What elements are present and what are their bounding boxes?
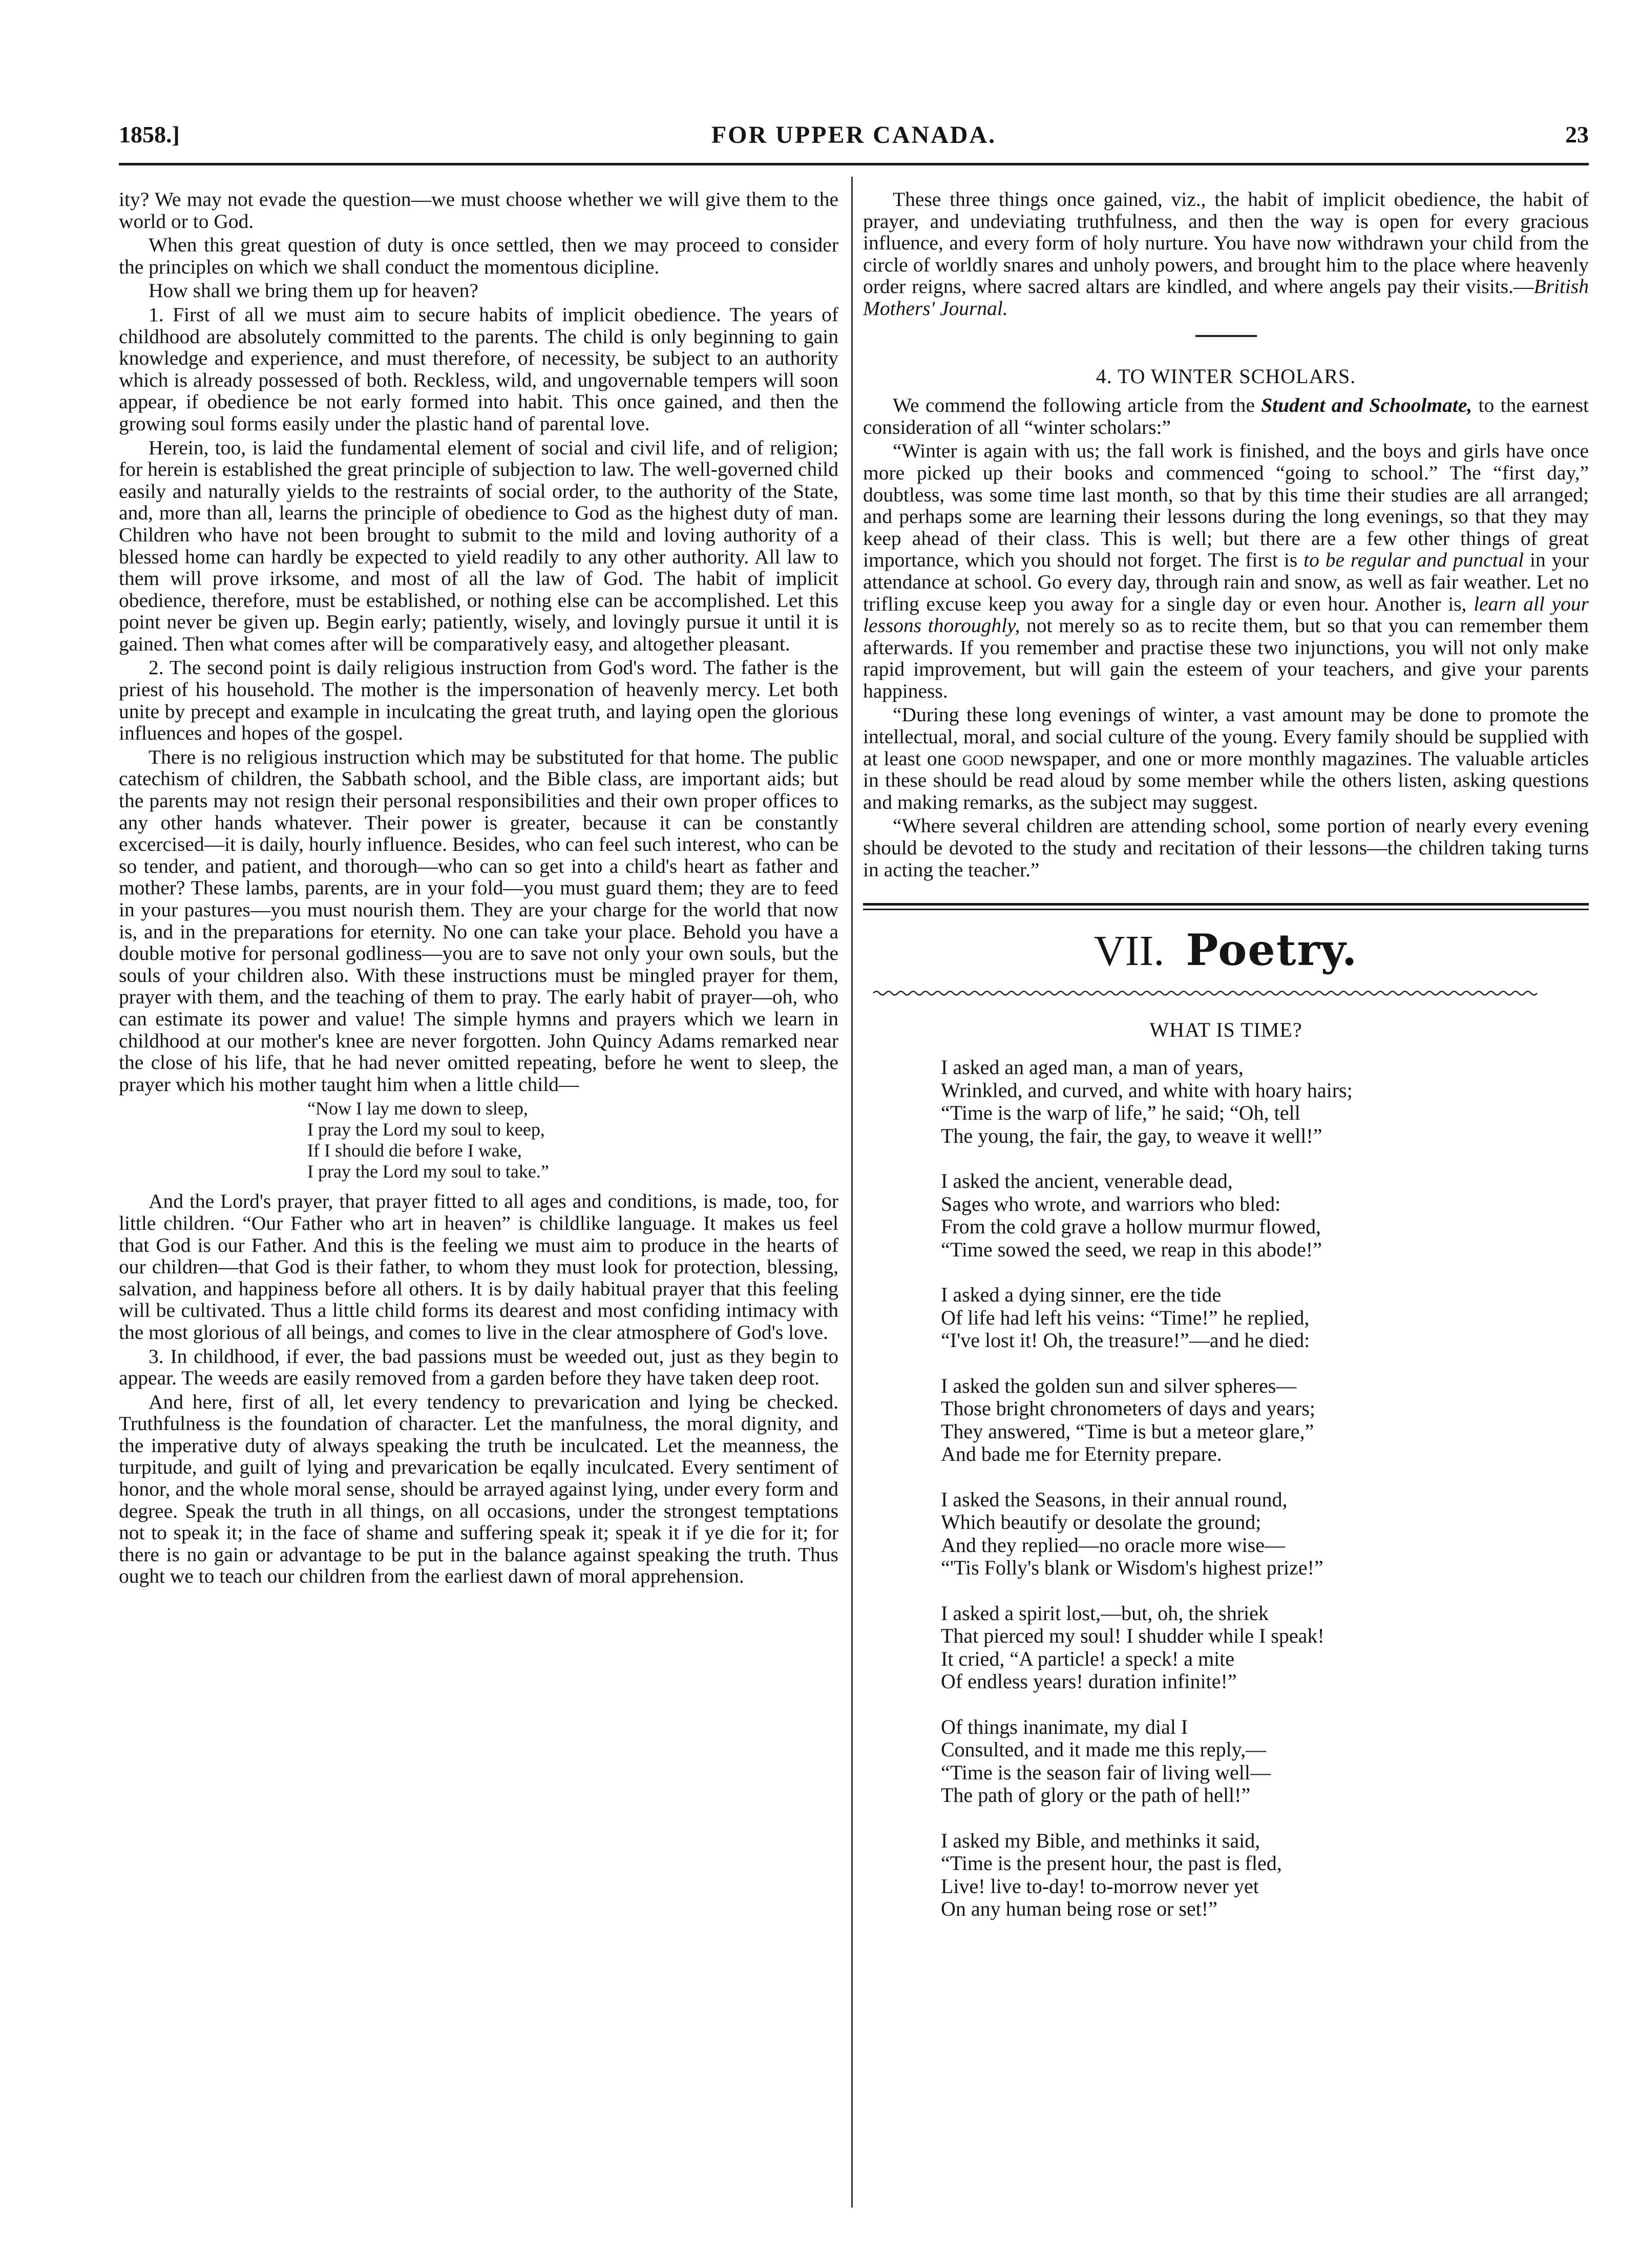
text-run: We commend the following article from the xyxy=(893,394,1261,417)
text-run: “Winter is again with us; the fall work is finished, and the boys and girls have once more picked up their books and commenced “going to school.” The “first day,” doubtless, was some time last month, so that by this time their studies are all arranged; and perhaps some are learning their lessons during the long evenings, so that they may keep ahead of their class. This is well; but there are a few other things of great importance, which you should not forget. The first is xyxy=(863,439,1589,572)
poem-stanza xyxy=(941,1716,1589,1807)
text-run: in your attendance at school. Go every day, through rain and snow, as well as fair weather. Let no trifling excuse keep you away for a single day or even hour. Another is, xyxy=(863,549,1589,615)
poem-line: “I've lost it! Oh, the treasure!”—and he died: xyxy=(941,1329,1310,1352)
poem-line: I asked the Seasons, in their annual round, xyxy=(941,1487,1288,1511)
poem-stanza xyxy=(941,1056,1589,1147)
left-column xyxy=(119,188,838,1589)
poem-line: Of endless years! duration infinite!” xyxy=(941,1670,1237,1693)
poem-line: From the cold grave a hollow murmur flowed, xyxy=(941,1215,1321,1238)
poem-line: Wrinkled, and curved, and white with hoary hairs; xyxy=(941,1078,1353,1102)
header-year: 1858.] xyxy=(119,121,180,148)
text-run: “During these long evenings of winter, a vast amount may be done to promote the intellectual, moral, and social culture of the young. Every family should be supplied with at least one xyxy=(863,703,1589,770)
paragraph: “Where several children are attending school, some portion of nearly every evening should be devoted to the study and recitation of their lessons—the children taking turns in acting the teacher.” xyxy=(863,814,1589,881)
poem-line: “Time is the warp of life,” he said; “Oh, tell xyxy=(941,1101,1300,1125)
poem-line: I asked a dying sinner, ere the tide xyxy=(941,1283,1222,1307)
paragraph: When this great question of duty is once settled, then we may proceed to consider the principles on which we shall conduct the momentous dicipline. xyxy=(119,234,838,278)
verse-line: If I should die before I wake, xyxy=(307,1140,522,1161)
emphasis: learn all your lessons thoroughly, xyxy=(863,592,1589,637)
text-run: newspaper, and one or more monthly magazines. The valuable articles in these should be read aloud by some member while the others listen, asking questions and making remarks, as the subject may suggest. xyxy=(863,747,1589,813)
small-caps-word: good xyxy=(962,747,1004,770)
source-citation: British Mothers' Journal. xyxy=(863,275,1589,320)
publication-name: Student and Schoolmate, xyxy=(1261,394,1473,417)
page-number: 23 xyxy=(1565,121,1589,148)
paragraph xyxy=(863,704,1589,813)
poem-line: Consulted, and it made me this reply,— xyxy=(941,1738,1267,1761)
poem-line: I asked an aged man, a man of years, xyxy=(941,1056,1244,1079)
poem-stanza xyxy=(941,1284,1589,1352)
poem-line: “Time is the present hour, the past is fled, xyxy=(941,1852,1282,1875)
paragraph: And here, first of all, let every tendency to prevarication and lying be checked. Truthfulness is the foundation of character. Let the manfulness, the moral dignity, and the imperative duty of always speaking the truth be inculcated. Let the meanness, the turpitude, and guilt of lying and prevarication be eqally inculcated. Every sentiment of honor, and the whole moral sense, should be arrayed against lying, under every form and degree. Speak the truth in all things, on all occasions, under the strongest temptations not to speak it; in the face of shame and suffering speak it; speak it if ye die for it; for there is no gain or advantage to be put in the balance against speaking the truth. Thus ought we to teach our children from the earliest dawn of moral apprehension. xyxy=(119,1390,838,1588)
poem-body xyxy=(863,1056,1589,1921)
verse-line: I pray the Lord my soul to take.” xyxy=(307,1161,549,1182)
poem-line: Of life had left his veins: “Time!” he replied, xyxy=(941,1306,1310,1329)
paragraph: Herein, too, is laid the fundamental element of social and civil life, and of religion; for herein is established the great principle of subjection to law. The well-governed child easily and naturally yields to the restraints of social order, to the authority of the State, and, more than all, learns the principle of obedience to God as the highest duty of man. Children who have not been brought to submit to the mild and loving authority of a blessed home can hardly be expected to yield readily to any other authority. All law to them will prove irksome, and most of all the law of God. The habit of implicit obedience, therefore, must be established, or nothing else can be accomplished. Let this point never be given up. Begin early; patiently, wisely, and lovingly pursue it until it is gained. Then what comes after will be comparatively easy, and altogether pleasant. xyxy=(119,436,838,655)
poem-line: Live! live to-day! to-morrow never yet xyxy=(941,1874,1259,1898)
paragraph xyxy=(863,188,1589,320)
wavy-rule xyxy=(863,989,1589,997)
section-heading: 4. TO WINTER SCHOLARS. xyxy=(1096,364,1356,388)
paragraph: 3. In childhood, if ever, the bad passions must be weeded out, just as they begin to appear. The weeds are easily removed from a garden before they have taken deep root. xyxy=(119,1345,838,1390)
poem-line: And they replied—no oracle more wise— xyxy=(941,1533,1286,1557)
poem-line: Which beautify or desolate the ground; xyxy=(941,1510,1261,1534)
header-rule xyxy=(119,163,1589,165)
poem-stanza xyxy=(941,1602,1589,1693)
poem-line: “'Tis Folly's blank or Wisdom's highest prize!” xyxy=(941,1556,1323,1580)
poetry-section-title xyxy=(863,926,1589,976)
poem-line: They answered, “Time is but a meteor glare,” xyxy=(941,1419,1314,1443)
header-title: FOR UPPER CANADA. xyxy=(711,121,997,149)
prayer-verse xyxy=(307,1098,838,1182)
paragraph: How shall we bring them up for heaven? xyxy=(149,279,478,302)
paragraph: And the Lord's prayer, that prayer fitted to all ages and conditions, is made, too, for little children. “Our Father who art in heaven” is childlike language. It makes us feel that God is our Father. And this is the feeling we must aim to produce in the hearts of our children—that God is their father, to whom they must look for protection, blessing, salvation, and happiness before all others. It is by daily habitual prayer that this feeling will be cultivated. Thus a little child forms its dearest and most confiding intimacy with the most glorious of all beings, and comes to live in the clear atmosphere of God's love. xyxy=(119,1190,838,1343)
section-separator xyxy=(1195,335,1257,337)
poem-line: I asked the ancient, venerable dead, xyxy=(941,1169,1233,1193)
paragraph: ity? We may not evade the question—we must choose whether we will give them to the world or to God. xyxy=(119,188,838,233)
poem-title: WHAT IS TIME? xyxy=(1149,1018,1302,1041)
poem-line: It cried, “A particle! a speck! a mite xyxy=(941,1647,1235,1670)
poem-line: Those bright chronometers of days and years; xyxy=(941,1397,1315,1420)
paragraph-text: These three things once gained, viz., the habit of implicit obedience, the habit of prayer, and undeviating truthfulness, and then the way is open for every gracious influence, and every form of holy nurture. You have now withdrawn your child from the circle of worldly snares and unholy powers, and brought him to the place where heavenly order reigns, where sacred altars are kindled, and where angels pay their visits.— xyxy=(863,188,1589,298)
text-run: to the earnest consideration of all “winter scholars:” xyxy=(863,394,1589,438)
poem-line: Of things inanimate, my dial I xyxy=(941,1715,1188,1738)
section-title-blackletter: Poetry. xyxy=(1186,925,1358,976)
poem-line: That pierced my soul! I shudder while I speak! xyxy=(941,1624,1324,1648)
poem-line: On any human being rose or set!” xyxy=(941,1897,1217,1921)
poem-line: Sages who wrote, and warriors who bled: xyxy=(941,1192,1281,1215)
running-header xyxy=(119,121,1589,152)
poem-stanza xyxy=(941,1375,1589,1466)
poem-stanza xyxy=(941,1488,1589,1580)
poem-stanza xyxy=(941,1170,1589,1261)
poem-line: “Time sowed the seed, we reap in this abode!” xyxy=(941,1237,1322,1261)
paragraph xyxy=(863,440,1589,702)
poem-line: “Time is the season fair of living well— xyxy=(941,1760,1271,1784)
verse-line: “Now I lay me down to sleep, xyxy=(307,1098,528,1119)
poem-line: I asked the golden sun and silver spheres— xyxy=(941,1374,1297,1397)
emphasis: to be regular and punctual xyxy=(1303,549,1524,572)
poem-line: I asked my Bible, and methinks it said, xyxy=(941,1829,1260,1852)
paragraph: 2. The second point is daily religious instruction from God's word. The father is the priest of his household. The mother is the impersonation of heavenly mercy. Let both unite by precept and example in inculcating the great truth, and laying open the glorious influences and hopes of the gospel. xyxy=(119,656,838,745)
column-divider xyxy=(851,177,853,2208)
section-numeral: VII. xyxy=(1094,927,1165,975)
paragraph: There is no religious instruction which may be substituted for that home. The public catechism of children, the Sabbath school, and the Bible class, are important aids; but the parents may not resign their personal responsibilities and their own proper offices to any other hands whatever. Their power is greater, because it can be constantly excercised—it is daily, hourly influence. Besides, who can feel such interest, who can be so tender, and patient, and thorough—who can so get into a child's heart as father and mother? These lambs, parents, are in your fold—you must guard them; they are to feed in your pastures—you must nourish them. They are your charge for the world that now is, and in the preparations for eternity. No one can take your place. Behold you have a double motive for personal godliness—you are to save not only your own souls, but the souls of your children also. With these instructions must be mingled prayer for them, prayer with them, and the teaching of them to pray. The early habit of prayer—oh, who can estimate its power and value! The simple hymns and prayers which we learn in childhood at our mother's knee are never forgotten. John Quincy Adams remarked near the close of his life, that he had never omitted repeating, before he went to sleep, the prayer which his mother taught him when a little child— xyxy=(119,745,838,1096)
paragraph xyxy=(863,394,1589,438)
double-rule xyxy=(863,903,1589,910)
verse-line: I pray the Lord my soul to keep, xyxy=(307,1119,545,1140)
text-run: not merely so as to recite them, but so that you can remember them afterwards. If you remember and practise these two injunctions, you will not only make rapid improvement, but will gain the esteem of your teachers, and give your parents happiness. xyxy=(863,614,1589,702)
poem-line: And bade me for Eternity prepare. xyxy=(941,1442,1222,1466)
poem-line: The young, the fair, the gay, to weave it well!” xyxy=(941,1124,1322,1147)
poem-stanza xyxy=(941,1830,1589,1921)
paragraph: 1. First of all we must aim to secure habits of implicit obedience. The years of childhood are absolutely committed to the parents. The child is only beginning to gain knowledge and experience, and must therefore, of necessity, be subject to an authority which is already possessed of both. Reckless, wild, and ungovernable tempers will soon appear, if obedience be not early formed into habit. This once gained, and then the growing soul forms easily under the plastic hand of parental love. xyxy=(119,303,838,435)
poem-line: I asked a spirit lost,—but, oh, the shriek xyxy=(941,1601,1269,1625)
right-column xyxy=(863,188,1589,1943)
poem-line: The path of glory or the path of hell!” xyxy=(941,1783,1251,1807)
